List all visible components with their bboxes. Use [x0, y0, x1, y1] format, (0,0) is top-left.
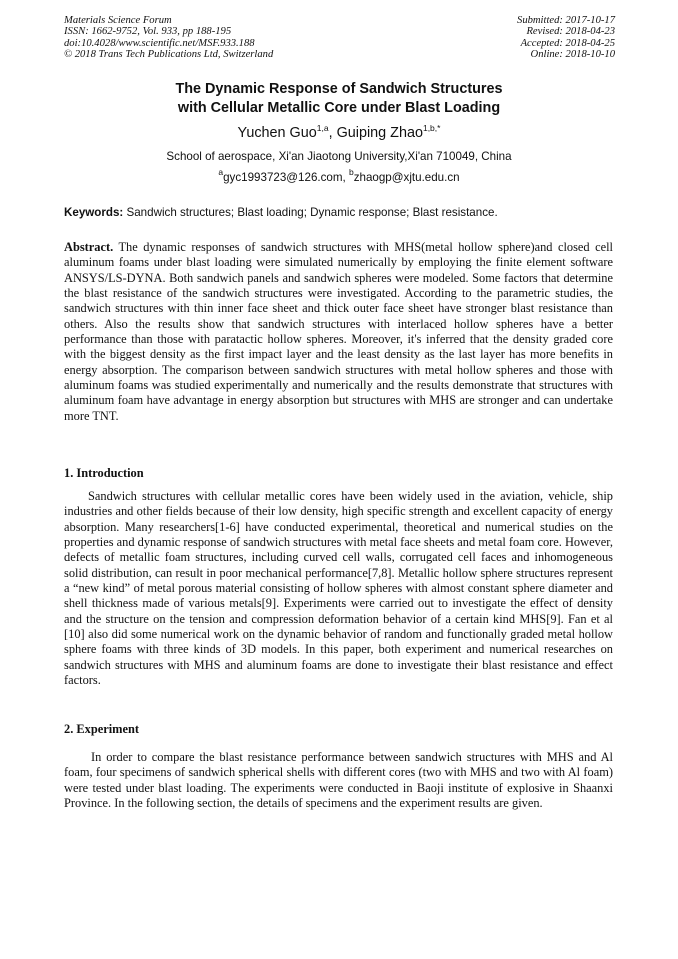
- email-address: gyc1993723@126.com: [223, 171, 343, 184]
- abstract: [64, 240, 613, 424]
- accepted-date: Accepted: 2018-04-25: [520, 37, 615, 49]
- journal-info: [64, 15, 273, 61]
- copyright-line: © 2018 Trans Tech Publications Ltd, Switzerland: [64, 49, 274, 61]
- journal-name: Materials Science Forum: [64, 15, 172, 26]
- author-separator: ,: [328, 125, 337, 141]
- section-heading-experiment: 2. Experiment: [64, 722, 140, 736]
- publication-dates: [517, 15, 615, 61]
- paper-title: [0, 80, 678, 117]
- section-heading-introduction: 1. Introduction: [64, 466, 144, 480]
- doi-line: doi:10.4028/www.scientific.net/MSF.933.188: [64, 37, 255, 49]
- title-line-1: The Dynamic Response of Sandwich Structures: [175, 81, 503, 97]
- keywords: [64, 206, 614, 220]
- section-paragraph-experiment: In order to compare the blast resistance performance between sandwich structures with MHS and Al foam, four specimens of sandwich spherical shells with different cores (two with MHS and two with Al foam) were tested under blast loading. The experiments were conducted in Baoji institute of explosive in Shaanxi Province. In the following section, the details of specimens and the experiment results are given.: [64, 750, 613, 811]
- author-emails: [0, 167, 678, 185]
- email-mark: b: [348, 167, 354, 177]
- keywords-label: Keywords:: [64, 206, 124, 219]
- issn-line: ISSN: 1662-9752, Vol. 933, pp 188-195: [64, 26, 232, 38]
- author-list: [0, 124, 678, 142]
- author-affiliation-mark: 1,b,*: [422, 123, 441, 133]
- email-separator: ,: [342, 171, 349, 184]
- online-date: Online: 2018-10-10: [530, 49, 615, 61]
- author-name: Yuchen Guo: [237, 125, 317, 141]
- revised-date: Revised: 2018-04-23: [526, 26, 615, 38]
- abstract-text: The dynamic responses of sandwich structures with MHS(metal hollow sphere)and closed cell aluminum foams under blast loading were simulated numerically by employing the finite element software ANSYS/LS-DYNA. Both sandwich panels and sandwich spheres were modeled. Some factors that determine the blast resistance of the sandwich structures were investigated. According to the parametric studies, the sandwich structures with thin inner face sheet and thick outer face sheet have stronger blast resistance than others. Also the results show that sandwich structures with interlaced hollow spheres have a better performance than those with paratactic hollow spheres. Moreover, it's inferred that the density graded core with the biggest density as the first impact layer and the least density as the last layer has more benefits in energy absorption. The comparison between sandwich structures with metal hollow spheres and those with aluminum foams was studied experimentally and numerically and the results demonstrate that structures with aluminum foam have advantage in energy absorption but structures with MHS are stronger and can undertake more TNT.: [64, 240, 613, 423]
- email-address: zhaogp@xjtu.edu.cn: [353, 171, 460, 184]
- email-mark: a: [218, 167, 224, 177]
- submitted-date: Submitted: 2017-10-17: [517, 15, 615, 26]
- author-affiliation-mark: 1,a: [316, 123, 329, 133]
- keywords-text: Sandwich structures; Blast loading; Dynamic response; Blast resistance.: [123, 206, 498, 219]
- affiliation: School of aerospace, Xi'an Jiaotong University,Xi'an 710049, China: [166, 150, 512, 163]
- section-paragraph-introduction: Sandwich structures with cellular metallic cores have been widely used in the aviation, vehicle, ship industries and other fields because of their low density, high specific strength and excellent capacity of energy absorption. Many researchers[1-6] have conducted experimental, theoretical and numerical studies on the properties and dynamic response of sandwich structures with metal face sheets and metal foam core. However, defects of metallic foam structures, including curved cell walls, corrugated cell faces and inhomogeneous solid distribution, can result in poor mechanical performance[7,8]. Metallic hollow sphere structures represent a “new kind” of metal porous material consisting of hollow spheres with almost constant sphere diameter and shell thickness made of various metals[9]. Experiments were carried out to investigate the effect of density and the structure on the tension and compression deformation behavior of a certain kind MHS[9]. Fan et al [10] also did some numerical work on the dynamic behavior of random and functionally graded metal hollow sphere foams with three kinds of 3D models. In this paper, both experiment and numerical researches on sandwich structures with MHS and aluminum foams are done to investigate their blast resistance and effect factors.: [64, 489, 613, 688]
- title-line-2: with Cellular Metallic Core under Blast Loading: [177, 99, 501, 116]
- abstract-label: Abstract.: [64, 240, 114, 254]
- author-name: Guiping Zhao: [336, 125, 423, 141]
